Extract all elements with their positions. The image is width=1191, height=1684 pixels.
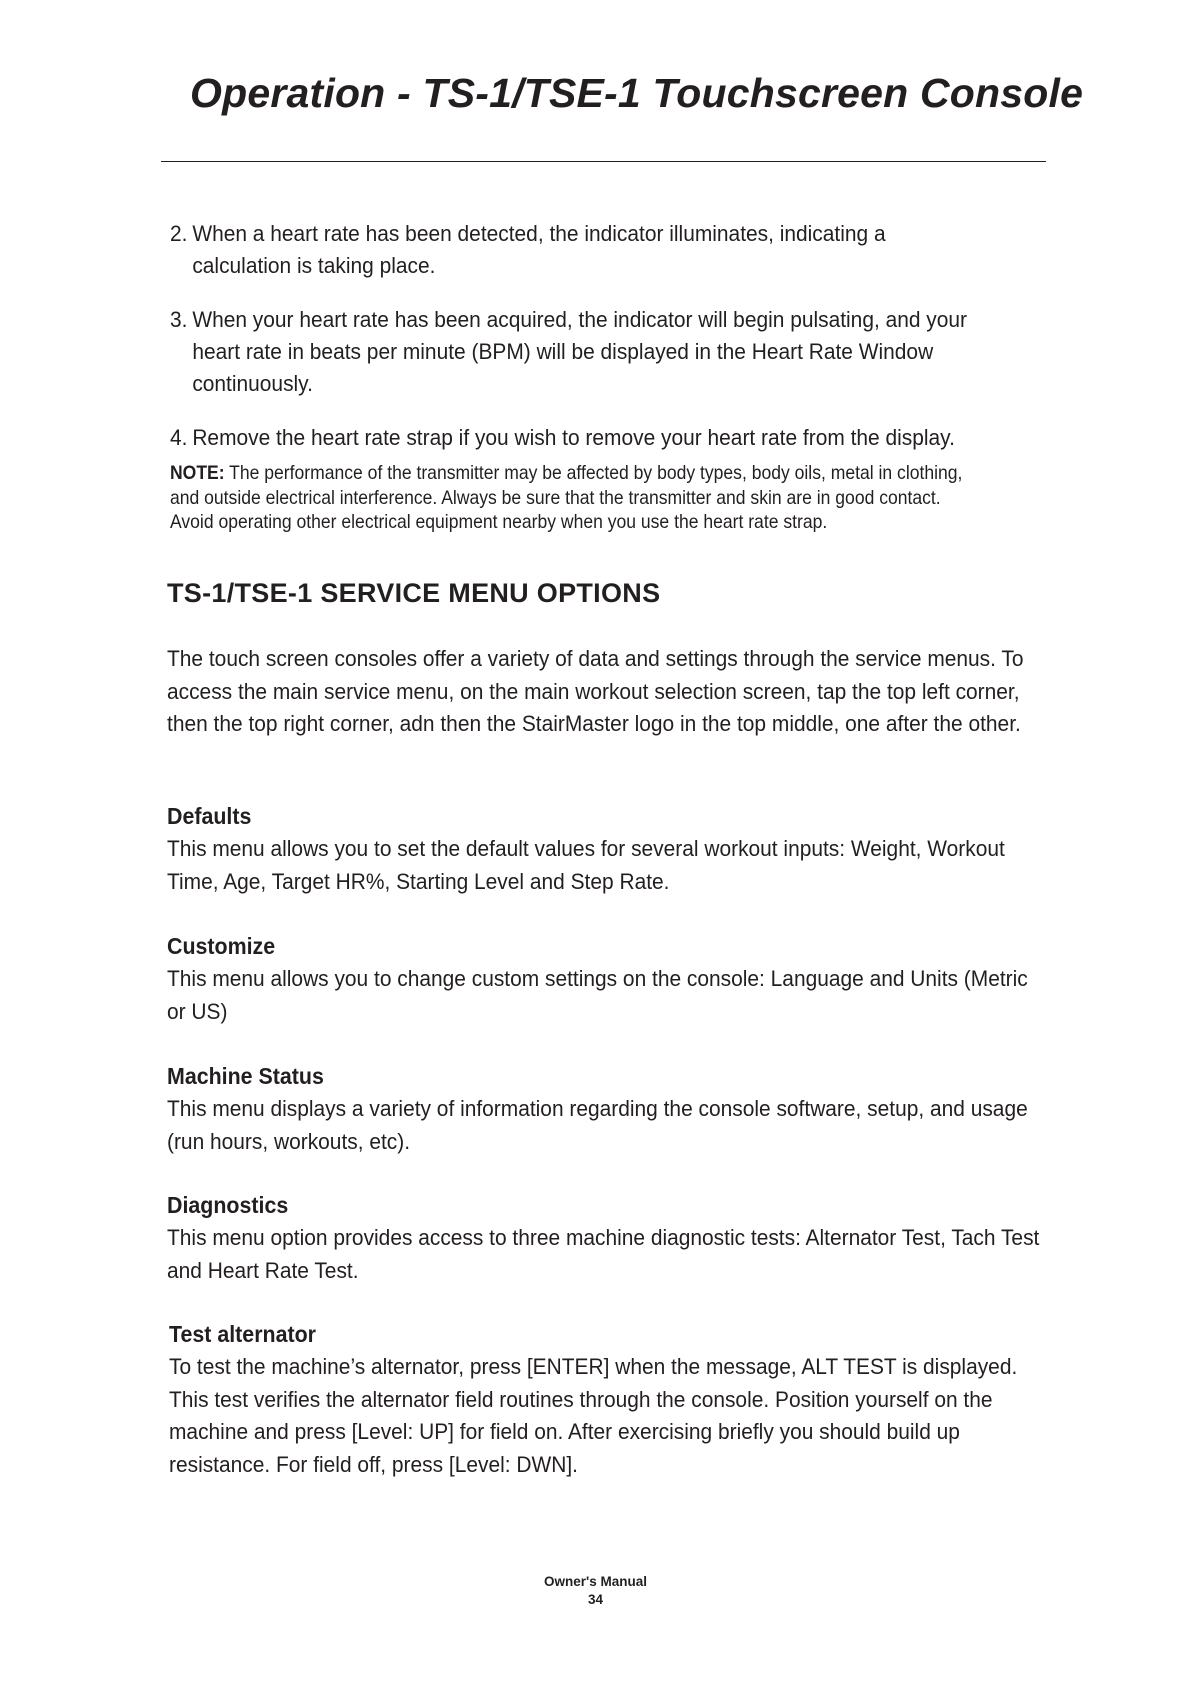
menu-section-text: This menu displays a variety of information regarding the console software, setup, and usage (run hours, workouts, etc). xyxy=(167,1096,1028,1154)
step-text: Remove the heart rate strap if you wish to remove your heart rate from the display. xyxy=(192,425,955,450)
menu-section-text: This menu option provides access to three machine diagnostic tests: Alternator Test, Tach Test and Heart Rate Test. xyxy=(167,1225,1040,1283)
menu-section-heading: Customize xyxy=(167,933,276,959)
menu-section-diagnostics xyxy=(167,1189,1051,1287)
note-label: NOTE: xyxy=(170,462,225,484)
step-number: 4. xyxy=(170,425,188,450)
section-heading: TS-1/TSE-1 SERVICE MENU OPTIONS xyxy=(167,578,661,608)
menu-section-heading: Machine Status xyxy=(167,1063,324,1089)
header-divider xyxy=(161,161,1046,162)
steps-list xyxy=(170,218,988,476)
step-text: When your heart rate has been acquired, the indicator will begin pulsating, and your heart rate in beats per minute (BPM) will be displayed in the Heart Rate Window continuously. xyxy=(192,307,968,396)
menu-section-heading: Defaults xyxy=(167,803,252,829)
menu-section-test-alternator xyxy=(169,1318,1053,1481)
menu-section-text: This menu allows you to change custom settings on the console: Language and Units (Metric or US) xyxy=(167,966,1028,1024)
menu-section-machine-status xyxy=(167,1060,1051,1158)
footer-label: Owner's Manual xyxy=(544,1574,647,1589)
step-number: 3. xyxy=(170,307,188,332)
list-item xyxy=(170,304,988,400)
list-item xyxy=(170,218,988,282)
note-text: The performance of the transmitter may be affected by body types, body oils, metal in clothing, and outside electrical interference. Always be sure that the transmitter and skin are in good contact. Avoid operating other electrical equipment nearby when you use the heart rate strap. xyxy=(170,462,963,533)
page-footer xyxy=(0,1573,1191,1609)
menu-section-heading: Diagnostics xyxy=(167,1192,289,1218)
menu-section-text: This menu allows you to set the default values for several workout inputs: Weight, Workout Time, Age, Target HR%, Starting Level and Step Rate. xyxy=(167,836,1005,894)
menu-section-defaults xyxy=(167,800,1051,898)
page-title: Operation - TS-1/TSE-1 Touchscreen Console xyxy=(190,70,1084,116)
step-number: 2. xyxy=(170,221,188,246)
menu-section-heading: Test alternator xyxy=(169,1321,316,1347)
page-number: 34 xyxy=(587,1592,604,1607)
list-item xyxy=(170,422,988,454)
note-paragraph xyxy=(170,461,980,535)
menu-section-text: To test the machine’s alternator, press [ENTER] when the message, ALT TEST is displayed. This test verifies the alternator field routines through the console. Position yourself on the machine and press [Level: UP] for field on. After exercising briefly you should build up resistance. For field off, press [Level: DWN]. xyxy=(169,1354,1018,1477)
intro-paragraph: The touch screen consoles offer a variety of data and settings through the service menus. To access the main service menu, on the main workout selection screen, tap the top left corner, then the top right corner, adn then the StairMaster logo in the top middle, one after the other. xyxy=(167,646,1024,736)
menu-section-customize xyxy=(167,930,1051,1028)
step-text: When a heart rate has been detected, the indicator illuminates, indicating a calculation is taking place. xyxy=(192,221,886,278)
